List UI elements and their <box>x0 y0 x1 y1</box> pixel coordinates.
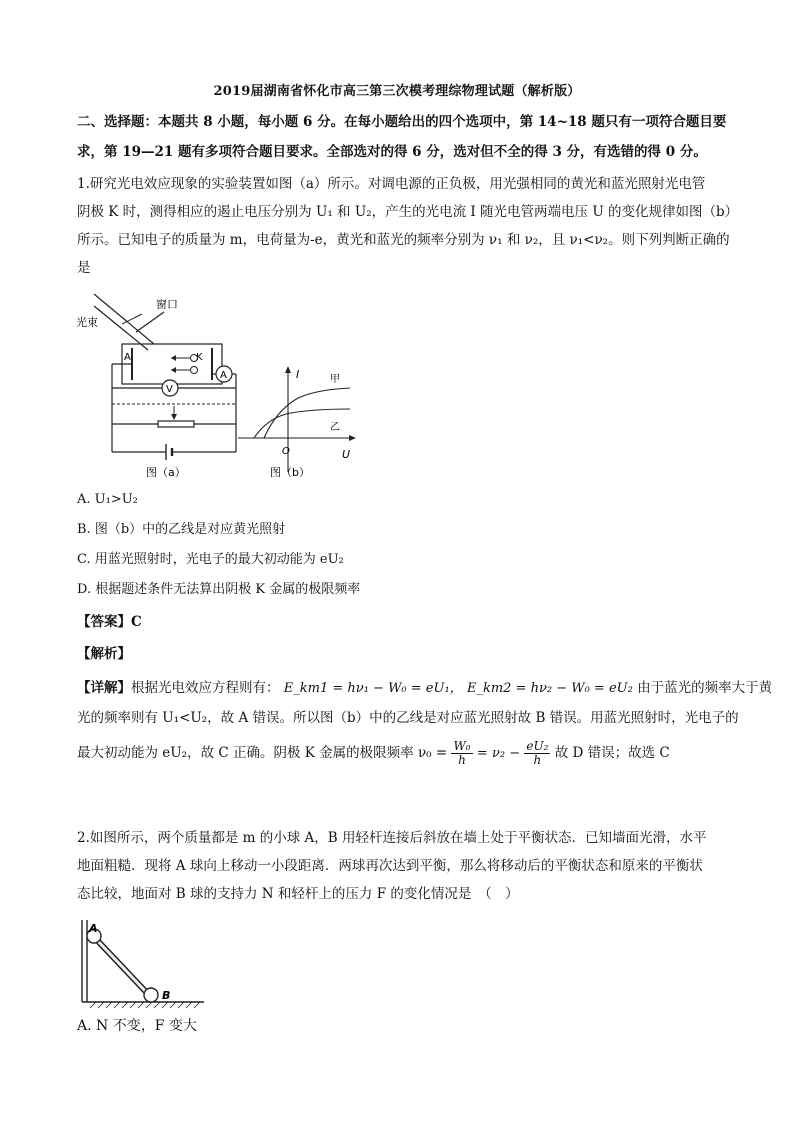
anode-label: A <box>124 352 131 363</box>
detail-line-3-pre: 最大初动能为 eU₂，故 C 正确。阴极 K 金属的极限频率 ν₀ = <box>77 745 448 761</box>
q1-option-c: C. 用蓝光照射时，光电子的最大初动能为 eU₂ <box>77 552 344 567</box>
q2-stem-line-2: 地面粗糙．现将 A 球向上移动一小段距离．两球再次达到平衡，那么将移动后的平衡状态和原来的平衡状 <box>77 858 703 874</box>
fraction-eu2-over-h <box>524 740 550 767</box>
q1-stem-line-1: 1.研究光电效应现象的实验装置如图（a）所示。对调电源的正负极，用光强相同的黄光和蓝光照射光电管 <box>77 176 706 192</box>
q1-stem-line-4: 是 <box>77 260 91 276</box>
detail-line-3-post: 故 D 错误；故选 C <box>554 745 670 761</box>
figure-a-caption: 图（a） <box>146 466 186 479</box>
cathode-label: K <box>196 352 203 363</box>
fraction-2-denominator: h <box>533 753 542 767</box>
fraction-1-numerator: W₀ <box>453 739 471 753</box>
q2-option-a: A. N 不变，F 变大 <box>77 1018 197 1034</box>
ammeter-label: A <box>220 370 227 381</box>
window-label: 窗口 <box>156 298 178 311</box>
detail-line-3-mid: = ν₂ − <box>476 746 521 761</box>
q2-stem-line-1: 2.如图所示，两个质量都是 m 的小球 A，B 用轻杆连接后斜放在墙上处于平衡状态．已知墙面光滑，水平 <box>77 830 707 846</box>
q2-stem-line-3: 态比较，地面对 B 球的支持力 N 和轻杆上的压力 F 的变化情况是 （ ） <box>77 886 519 902</box>
detail-line-1 <box>77 676 772 701</box>
q2-figure-wall-rod <box>76 918 206 1010</box>
page-title: 2019届湖南省怀化市高三第三次模考理综物理试题（解析版） <box>213 84 581 99</box>
q1-stem-line-3: 所示。已知电子的质量为 m，电荷量为-e，黄光和蓝光的频率分别为 ν₁ 和 ν₂，且 ν₁<ν₂。则下列判断正确的 <box>77 232 730 248</box>
equation-ekm1: E_km1 = hν₁ − W₀ = eU₁， <box>283 681 463 696</box>
detail-line-2: 光的频率则有 U₁<U₂，故 A 错误。所以图（b）中的乙线是对应蓝光照射故 B 错误。用蓝光照射时，光电子的 <box>77 710 739 726</box>
section-instructions-line-1: 二、选择题：本题共 8 小题，每小题 6 分。在每小题给出的四个选项中，第 14~18 题只有一项符合题目要 <box>77 114 727 130</box>
figure-b-caption: 图（b） <box>270 466 310 479</box>
origin-label: O <box>282 446 290 457</box>
detail-text-1: 根据光电效应方程则有： <box>131 680 280 696</box>
figure-a-circuit <box>76 292 246 482</box>
equation-ekm2: E_km2 = hν₂ − W₀ = eU₂ <box>466 681 633 696</box>
figure-b-graph <box>232 362 362 482</box>
detail-line-3 <box>77 740 670 767</box>
x-axis-label: U <box>342 448 351 461</box>
voltmeter-label: V <box>166 384 173 395</box>
detail-label: 【详解】 <box>77 680 131 696</box>
answer-label: 【答案】C <box>77 614 142 630</box>
curve-jia-label: 甲 <box>330 374 340 385</box>
fraction-1-denominator: h <box>458 753 466 767</box>
curve-yi-label: 乙 <box>330 422 340 433</box>
fraction-2-numerator: eU₂ <box>526 739 549 753</box>
q1-stem-line-2: 阴极 K 时，测得相应的遏止电压分别为 U₁ 和 U₂，产生的光电流 I 随光电管两端电压 U 的变化规律如图（b） <box>77 204 739 220</box>
detail-text-2: 由于蓝光的频率大于黄 <box>632 680 773 696</box>
q1-option-b: B. 图（b）中的乙线是对应黄光照射 <box>77 522 286 537</box>
section-instructions-line-2: 求，第 19—21 题有多项符合题目要求。全部选对的得 6 分，选对但不全的得 3 分，有选错的得 0 分。 <box>77 144 707 160</box>
q1-option-a: A. U₁>U₂ <box>77 492 138 507</box>
ball-b-label: B <box>162 989 171 1002</box>
fraction-w0-over-h <box>451 740 472 767</box>
y-axis-label: I <box>296 368 300 381</box>
ball-a-label: A <box>89 922 98 935</box>
q1-option-d: D. 根据题述条件无法算出阴极 K 金属的极限频率 <box>77 582 361 597</box>
analysis-label: 【解析】 <box>77 646 131 662</box>
light-beam-label: 光束 <box>76 316 98 329</box>
